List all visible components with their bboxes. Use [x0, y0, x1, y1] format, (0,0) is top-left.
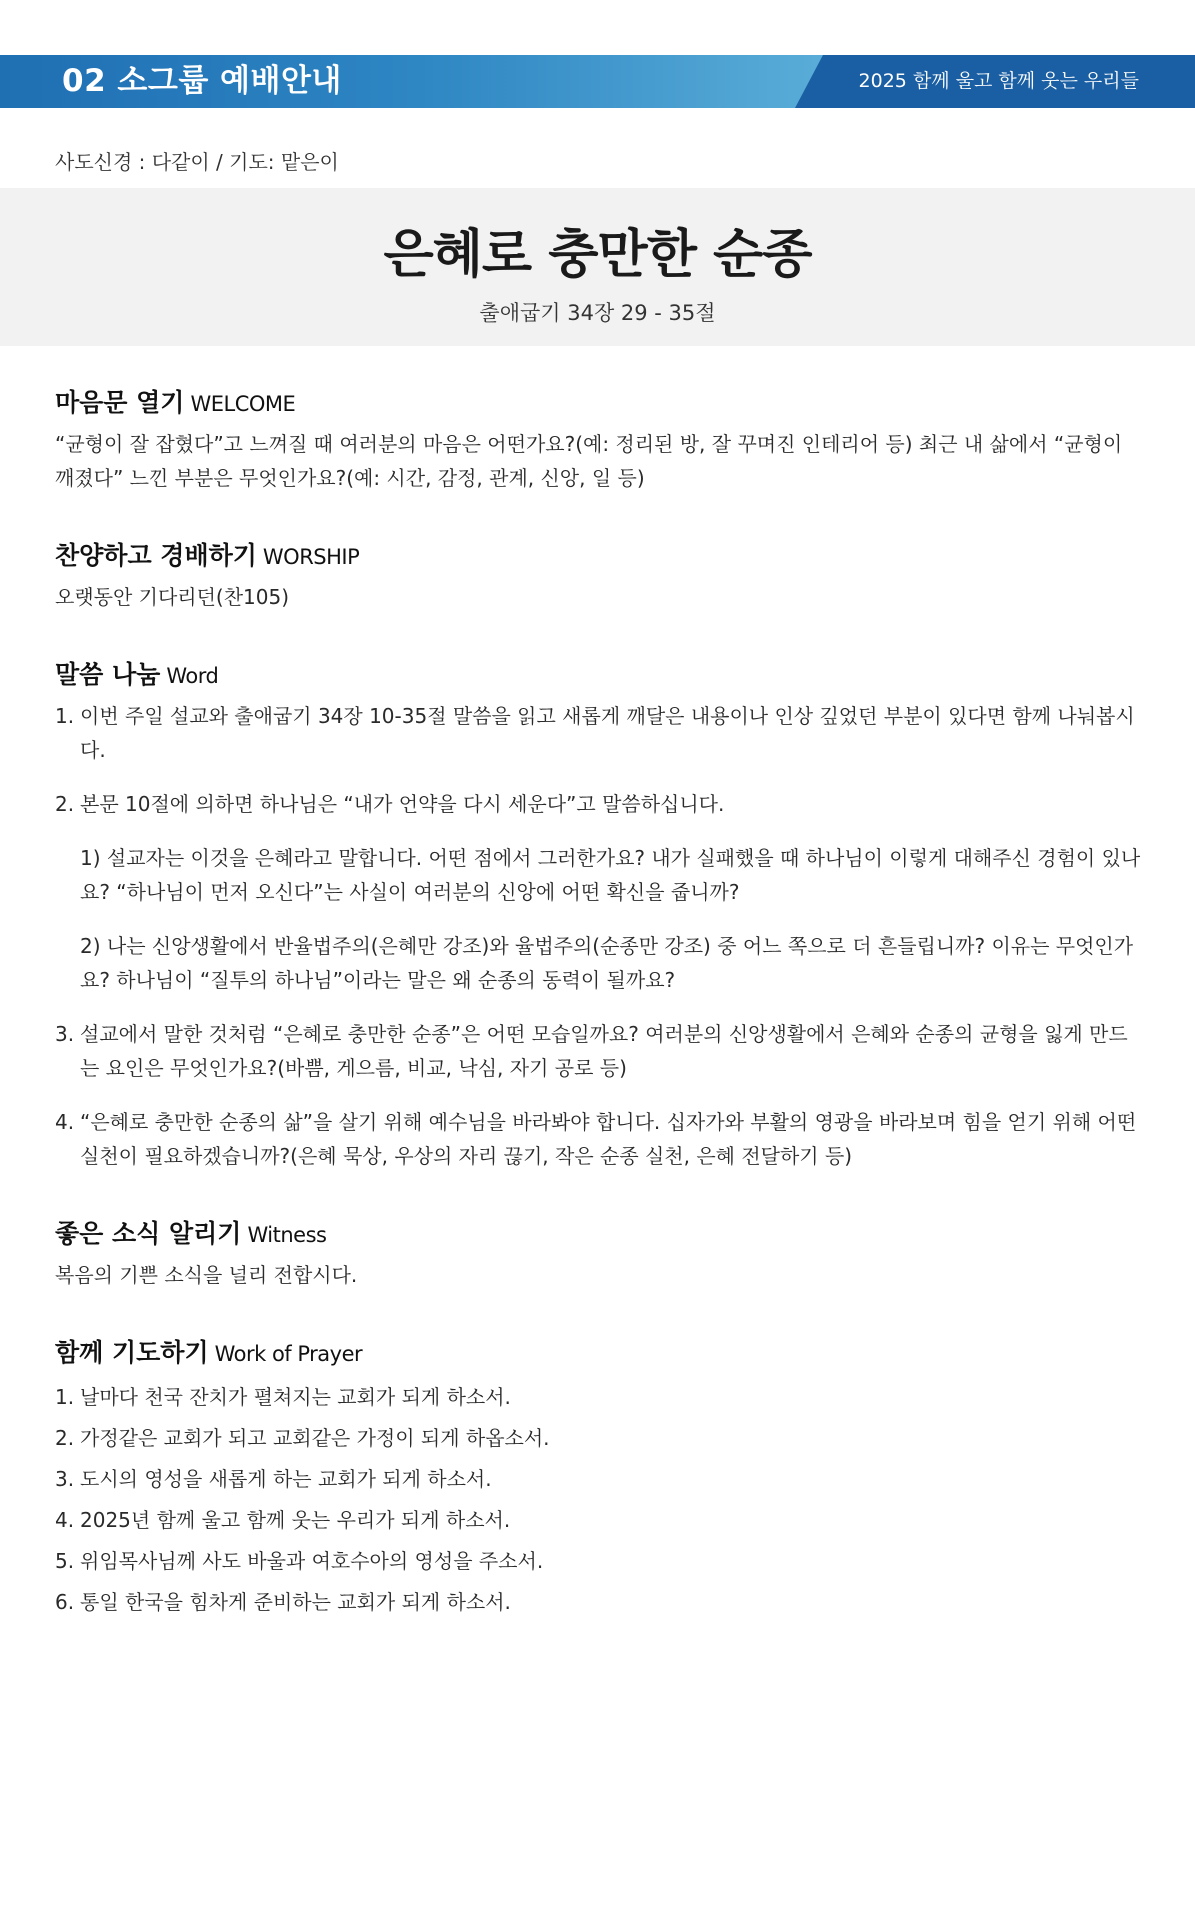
page-section-title: 02 소그룹 예배안내	[62, 63, 342, 99]
list-item	[55, 1377, 1145, 1418]
worship-song: 오랫동안 기다리던(찬105)	[55, 585, 290, 609]
list-item	[55, 1582, 1145, 1623]
item-text: 2025년 함께 울고 함께 웃는 우리가 되게 하소서.	[80, 1508, 511, 1532]
word-heading-ko: 말씀 나눔	[55, 660, 161, 689]
witness-text: 복음의 기쁜 소식을 널리 전합시다.	[55, 1263, 358, 1287]
content	[55, 386, 1145, 1667]
worship-section	[55, 539, 1145, 614]
sermon-title: 은혜로 충만한 순종	[383, 225, 812, 285]
witness-section	[55, 1217, 1145, 1292]
witness-heading-ko: 좋은 소식 알리기	[55, 1219, 242, 1248]
sub-question-2: 2) 나는 신앙생활에서 반율법주의(은혜만 강조)와 율법주의(순종만 강조) 중 어느 쪽으로 더 흔들립니까? 이유는 무엇인가요? 하나님이 “질투의 하나님”이라는 말은 왜 순종의 동력이 될까요?	[80, 934, 1134, 992]
word-section	[55, 658, 1145, 1173]
header-tagline: 2025 함께 울고 함께 웃는 우리들	[858, 70, 1139, 92]
welcome-section	[55, 386, 1145, 495]
worship-heading-ko: 찬양하고 경배하기	[55, 541, 257, 570]
welcome-text: “균형이 잘 잡혔다”고 느껴질 때 여러분의 마음은 어떤가요?(예: 정리된 방, 잘 꾸며진 인테리어 등) 최근 내 삶에서 “균형이 깨졌다” 느낀 부분은 무엇인가요?(예: 시간, 감정, 관계, 신앙, 일 등)	[55, 432, 1123, 490]
sermon-reference: 출애굽기 34장 29 - 35절	[479, 301, 716, 325]
worship-heading-en: WORSHIP	[262, 545, 360, 569]
item-number: 3.	[55, 1022, 75, 1046]
creed-line: 사도신경 : 다같이 / 기도: 맡은이	[55, 150, 339, 174]
item-number: 2.	[55, 1426, 75, 1450]
item-text: 본문 10절에 의하면 하나님은 “내가 언약을 다시 세운다”고 말씀하십니다.	[80, 792, 725, 816]
list-item	[55, 1500, 1145, 1541]
worship-heading	[55, 539, 1145, 574]
item-text: 가정같은 교회가 되고 교회같은 가정이 되게 하옵소서.	[80, 1426, 550, 1450]
item-number: 2.	[55, 792, 75, 816]
list-item	[55, 1105, 1145, 1173]
item-number: 5.	[55, 1549, 75, 1573]
list-item	[55, 1459, 1145, 1500]
list-item	[55, 699, 1145, 767]
list-item	[55, 1418, 1145, 1459]
header-bar	[0, 55, 1195, 108]
item-number: 1.	[55, 704, 75, 728]
item-number: 1.	[55, 1385, 75, 1409]
prayer-heading	[55, 1336, 1145, 1371]
prayer-section	[55, 1336, 1145, 1623]
item-text: 도시의 영성을 새롭게 하는 교회가 되게 하소서.	[80, 1467, 492, 1491]
prayer-heading-ko: 함께 기도하기	[55, 1338, 209, 1367]
prayer-heading-en: Work of Prayer	[214, 1342, 363, 1366]
witness-heading-en: Witness	[247, 1223, 327, 1247]
item-text: “은혜로 충만한 순종의 삶”을 살기 위해 예수님을 바라봐야 합니다. 십자가와 부활의 영광을 바라보며 힘을 얻기 위해 어떤 실천이 필요하겠습니까?(은혜 묵상, 우상의 자리 끊기, 작은 순종 실천, 은혜 전달하기 등)	[80, 1110, 1137, 1168]
prayer-list	[55, 1377, 1145, 1623]
list-item	[55, 1017, 1145, 1085]
item-number: 4.	[55, 1110, 75, 1134]
item-text: 위임목사님께 사도 바울과 여호수아의 영성을 주소서.	[80, 1549, 544, 1573]
welcome-heading-en: WELCOME	[190, 392, 296, 416]
item-text: 설교에서 말한 것처럼 “은혜로 충만한 순종”은 어떤 모습일까요? 여러분의 신앙생활에서 은혜와 순종의 균형을 잃게 만드는 요인은 무엇인가요?(바쁨, 게으름, 비교, 낙심, 자기 공로 등)	[80, 1022, 1128, 1080]
item-text: 날마다 천국 잔치가 펼쳐지는 교회가 되게 하소서.	[80, 1385, 511, 1409]
welcome-heading-ko: 마음문 열기	[55, 388, 185, 417]
item-text: 통일 한국을 힘차게 준비하는 교회가 되게 하소서.	[80, 1590, 511, 1614]
welcome-heading	[55, 386, 1145, 421]
item-text: 이번 주일 설교와 출애굽기 34장 10-35절 말씀을 읽고 새롭게 깨달은 내용이나 인상 깊었던 부분이 있다면 함께 나눠봅시다.	[80, 704, 1135, 762]
list-item	[55, 1541, 1145, 1582]
item-number: 4.	[55, 1508, 75, 1532]
sermon-title-box	[0, 188, 1195, 346]
witness-heading	[55, 1217, 1145, 1252]
word-question-list	[55, 699, 1145, 1173]
item-number: 3.	[55, 1467, 75, 1491]
item-number: 6.	[55, 1590, 75, 1614]
word-heading-en: Word	[166, 664, 219, 688]
sub-question-1: 1) 설교자는 이것을 은혜라고 말합니다. 어떤 점에서 그러한가요? 내가 실패했을 때 하나님이 이렇게 대해주신 경험이 있나요? “하나님이 먼저 오신다”는 사실이 여러분의 신앙에 어떤 확신을 줍니까?	[80, 846, 1141, 904]
list-item	[55, 787, 1145, 997]
word-heading	[55, 658, 1145, 693]
